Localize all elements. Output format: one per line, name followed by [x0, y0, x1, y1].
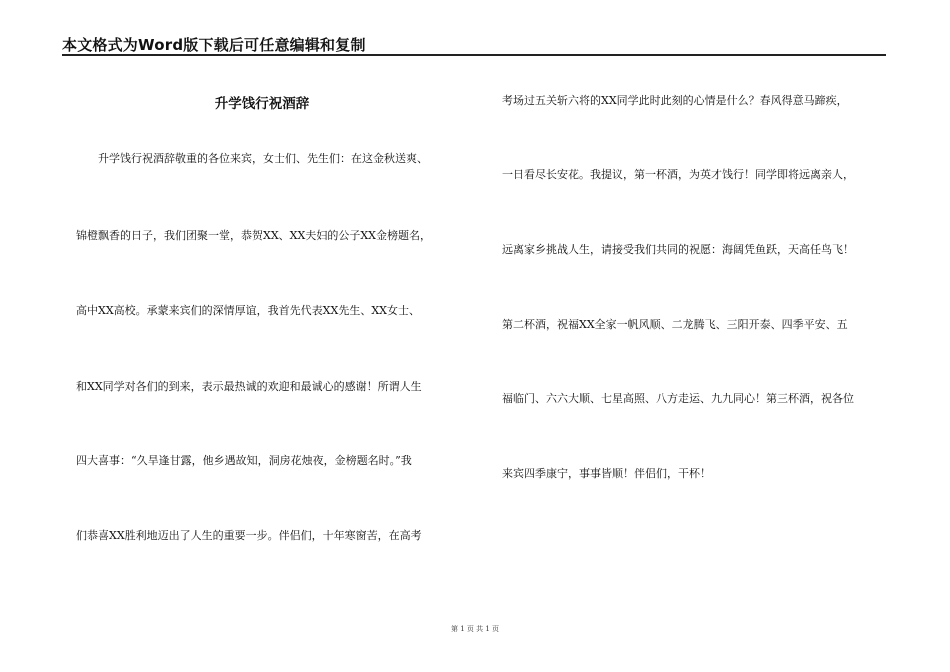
- text-line: 高中XX高校。承蒙来宾们的深情厚谊，我首先代表XX先生、XX女士、: [76, 304, 420, 317]
- text-line: 考场过五关斩六将的XX同学此时此刻的心情是什么？春风得意马蹄疾，: [502, 94, 848, 107]
- header-rule: [62, 54, 886, 56]
- text-line: 一日看尽长安花。我提议，第一杯酒，为英才饯行！同学即将远离亲人，: [502, 168, 854, 181]
- text-line: 四大喜事：“久旱逢甘露，他乡遇故知，洞房花烛夜，金榜题名时。”我: [76, 454, 412, 467]
- text-line: 远离家乡挑战人生，请接受我们共同的祝愿：海阔凭鱼跃，天高任鸟飞！: [502, 243, 854, 256]
- text-line: 第二杯酒，祝福XX全家一帆风顺、二龙腾飞、三阳开泰、四季平安、五: [502, 318, 848, 331]
- text-line: 们恭喜XX胜利地迈出了人生的重要一步。伴侣们，十年寒窗苦，在高考: [76, 529, 422, 542]
- text-line: 锦橙飘香的日子，我们团聚一堂，恭贺XX、XX夫妇的公子XX金榜题名，: [76, 229, 431, 242]
- text-line: 升学饯行祝酒辞敬重的各位来宾，女士们、先生们：在这金秋送爽、: [76, 152, 428, 165]
- document-title: 升学饯行祝酒辞: [214, 96, 310, 112]
- text-line: 和XX同学对各们的到来，表示最热诚的欢迎和最诚心的感谢！所谓人生: [76, 380, 422, 393]
- text-line: 来宾四季康宁，事事皆顺！伴侣们，干杯！: [502, 467, 711, 480]
- page-footer: 第 1 页 共 1 页: [450, 625, 500, 633]
- document-header: 本文格式为Word版下载后可任意编辑和复制: [62, 36, 366, 54]
- text-line: 福临门、六六大顺、七星高照、八方走运、九九同心！第三杯酒，祝各位: [502, 392, 854, 405]
